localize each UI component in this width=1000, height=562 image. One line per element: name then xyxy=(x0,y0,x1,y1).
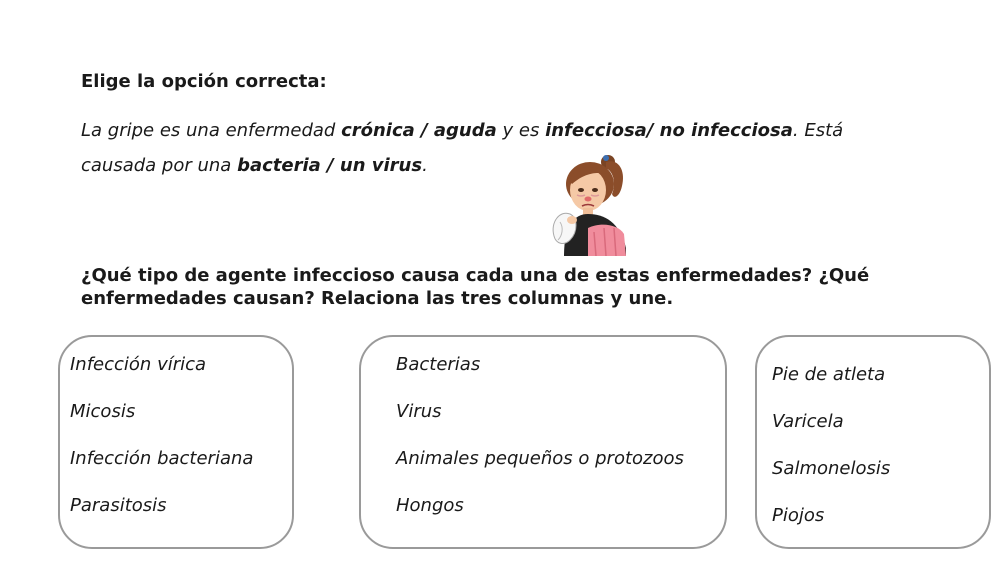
option-infecciosa[interactable]: infecciosa/ no infecciosa xyxy=(545,120,793,141)
option-bacteria-virus[interactable]: bacteria / un virus xyxy=(237,155,423,176)
sentence-text-2: y es xyxy=(496,120,546,141)
list-item[interactable]: Animales pequeños o protozoos xyxy=(396,448,684,469)
sentence-text-3: . Está causada por una xyxy=(81,120,844,176)
list-item[interactable]: Micosis xyxy=(70,401,136,422)
examples-column xyxy=(755,335,991,549)
list-item[interactable]: Bacterias xyxy=(396,354,481,375)
agents-column xyxy=(359,335,727,549)
list-item[interactable]: Piojos xyxy=(772,505,825,526)
diseases-list xyxy=(60,337,292,529)
agents-list xyxy=(361,337,725,529)
list-item[interactable]: Varicela xyxy=(772,411,844,432)
list-item[interactable]: Pie de atleta xyxy=(772,364,886,385)
sentence-text-4: . xyxy=(422,155,428,176)
examples-list xyxy=(757,337,989,539)
sentence-text-1: La gripe es una enfermedad xyxy=(81,120,342,141)
list-item[interactable]: Infección vírica xyxy=(70,354,207,375)
list-item[interactable]: Hongos xyxy=(396,495,464,516)
list-item[interactable]: Parasitosis xyxy=(70,495,167,516)
option-cronica-aguda[interactable]: crónica / aguda xyxy=(341,120,497,141)
list-item[interactable]: Infección bacteriana xyxy=(70,448,254,469)
matching-question: ¿Qué tipo de agente infeccioso causa cada una de estas enfermedades? ¿Qué enfermedades causan? Relaciona las tres columnas y une. xyxy=(81,265,870,309)
list-item[interactable]: Virus xyxy=(396,401,442,422)
exercise-heading: Elige la opción correcta: xyxy=(81,71,327,92)
gripe-sentence xyxy=(81,113,921,183)
list-item[interactable]: Salmonelosis xyxy=(772,458,891,479)
sick-girl-tissue-icon xyxy=(548,148,638,256)
diseases-column xyxy=(58,335,294,549)
